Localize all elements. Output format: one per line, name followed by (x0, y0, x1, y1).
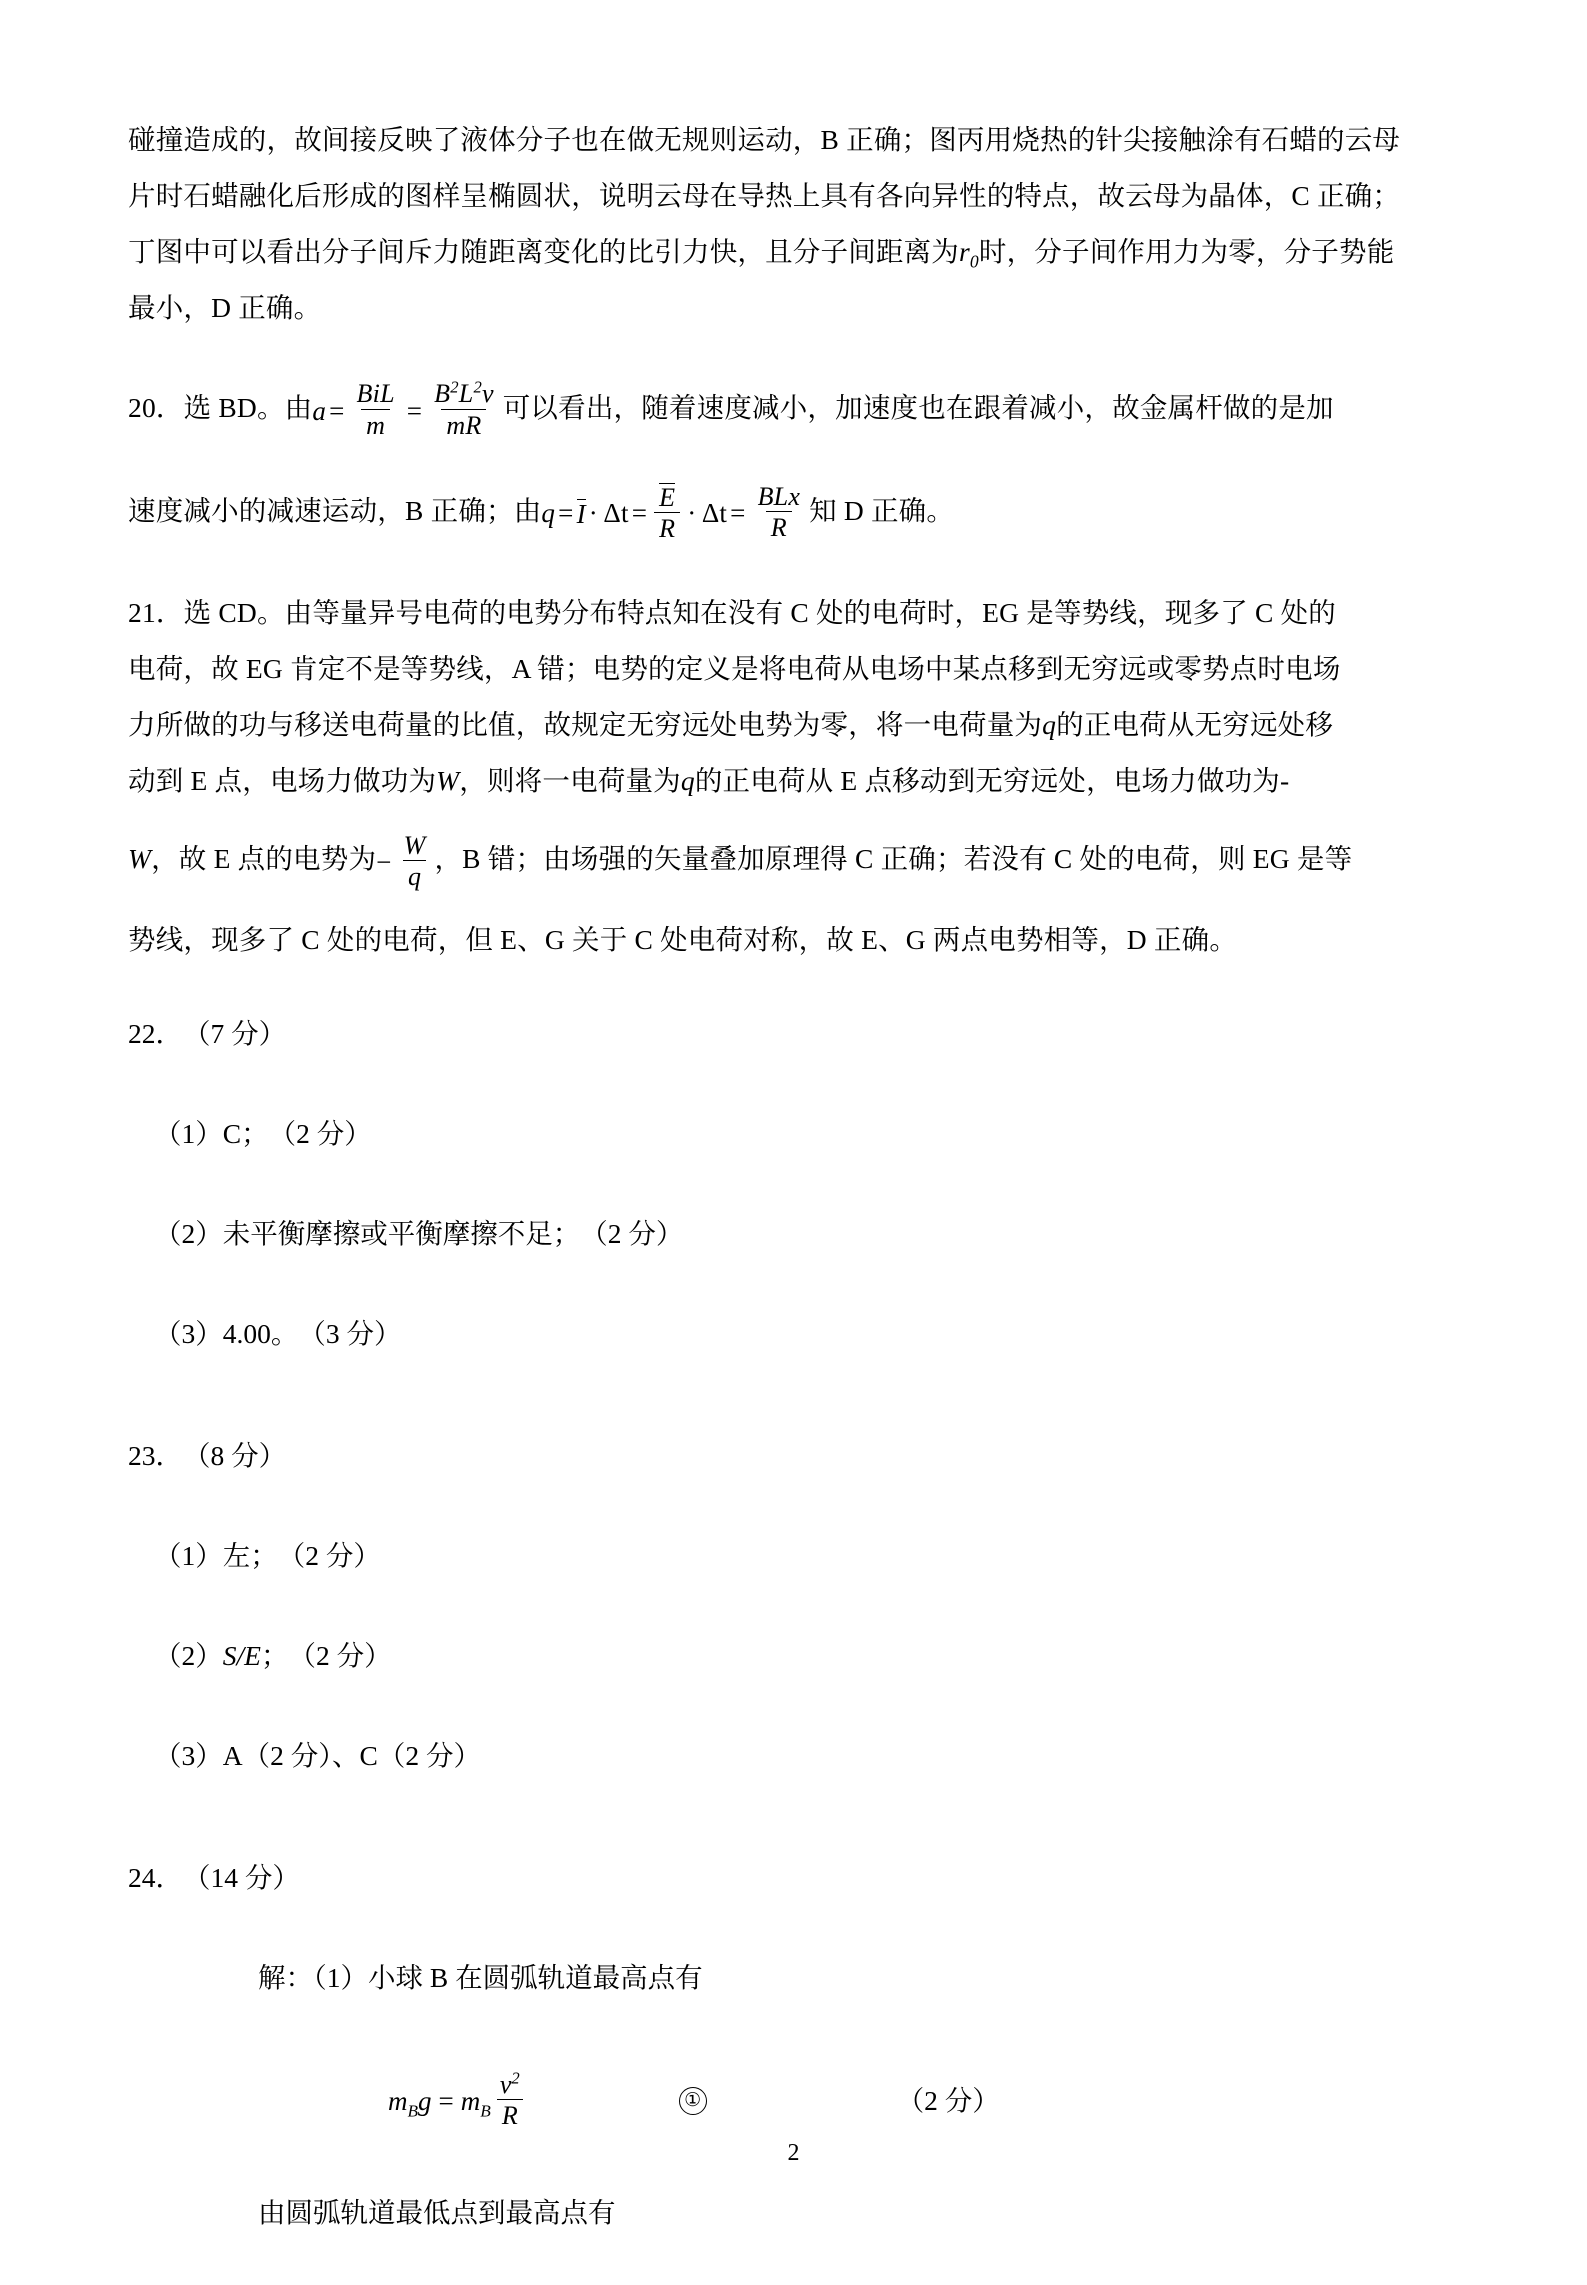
q21-formula-potential (376, 812, 434, 912)
spacer (128, 563, 1448, 585)
q20-line-1-tail: 可以看出，随着速度减小，加速度也在跟着减小，故金属杆做的是加 (502, 392, 1334, 423)
fraction-denominator: R (654, 512, 680, 542)
fraction-numerator: E (659, 482, 676, 512)
fraction-v2-over-R (495, 2068, 525, 2131)
q21-line-3 (128, 697, 1448, 753)
equation-tag-1: ① (679, 2087, 707, 2115)
q23-heading: 23． （8 分） (128, 1440, 287, 1472)
spacer (128, 968, 1448, 1006)
q22-heading: 22． （7 分） (128, 1018, 287, 1050)
paragraph-q21 (128, 585, 1448, 968)
fraction-W-over-q (399, 832, 431, 891)
equals-1: = (329, 395, 345, 426)
q20-formula-q (541, 463, 809, 563)
page-number: 2 (787, 2140, 800, 2166)
q21-line-4-c: 的正电荷从 E 点移动到无穷远处，电场力做功为- (694, 765, 1290, 797)
q24-heading: 24． （14 分） (128, 1862, 300, 1894)
q20-formula-a (312, 361, 502, 461)
equation-points-1: （2 分） (896, 2085, 1000, 2117)
spacer (128, 2050, 1448, 2072)
q23-item-2 (128, 1628, 1448, 1684)
symbol-q: q (680, 765, 695, 797)
q23-item-2-prefix: （2） (154, 1640, 223, 1672)
q21-line-3-a: 力所做的功与移送电荷量的比值，故规定无穷远处电势为零，将一电荷量为 (128, 709, 1043, 741)
block-q22 (128, 1006, 1448, 1362)
symbol-q: q (1042, 709, 1057, 741)
fraction-denominator: mR (441, 409, 486, 439)
page-content (128, 112, 1448, 2285)
q21-line-5-a: ，故 E 点的电势为 (151, 843, 377, 875)
spacer (128, 1828, 1448, 1850)
q22-item-1: （1）C； （2 分） (154, 1118, 372, 1150)
q19-line-2: 片时石蜡融化后形成的图样呈椭圆状，说明云母在导热上具有各向异性的特点，故云母为晶体，C 正确； (128, 180, 1401, 211)
paragraph-q19-continuation (128, 112, 1448, 336)
equation-rhs-mass: $m_B$ (460, 2085, 491, 2120)
fraction-BLx-over-R (753, 483, 805, 542)
symbol-r0: $r_0$ (959, 236, 979, 272)
q22-item-2: （2）未平衡摩擦或平衡摩擦不足； （2 分） (154, 1218, 684, 1250)
q21-number: 21． (128, 597, 184, 629)
q21-line-3-b: 的正电荷从无穷远处移 (1056, 709, 1334, 741)
q19-line-3 (128, 224, 1448, 280)
symbol-W: W (436, 765, 460, 797)
paragraph-q20 (128, 358, 1448, 563)
q20-choice: 选 BD。由 (183, 392, 313, 423)
q23-item-2-suffix: ； （2 分） (260, 1640, 392, 1672)
symbol-I-bar: I (576, 498, 586, 529)
equation-lhs: $m_Bg$ (388, 2085, 432, 2120)
equals-sign: = (438, 2085, 454, 2116)
q21-line-4 (128, 753, 1448, 809)
q20-line-2 (128, 461, 1448, 564)
fraction-denominator: R (497, 2099, 523, 2129)
q20-line-1 (128, 358, 1448, 461)
q21-line-5 (128, 809, 1448, 912)
fraction-numerator: $B^2L^2v$ (434, 377, 494, 409)
fraction-numerator: W (403, 830, 426, 860)
fraction-numerator: BiL (356, 379, 395, 409)
fraction-BiL-over-m (352, 380, 400, 439)
q20-line-2-tail: 知 D 正确。 (809, 494, 955, 526)
fraction-denominator: R (766, 511, 792, 541)
spacer (128, 336, 1448, 358)
fraction-B2L2v-over-mR (429, 377, 499, 440)
equals-3: = (558, 498, 574, 529)
fraction-numerator: $v^2$ (499, 2068, 520, 2100)
q19-line-1: 碰撞造成的，故间接反映了液体分子也在做无规则运动，B 正确；图丙用烧热的针尖接触涂有石蜡的云母 (128, 124, 1401, 155)
fraction-numerator: BLx (757, 482, 801, 512)
q23-item-1: （1）左； （2 分） (154, 1540, 381, 1572)
q24-equation-1 (128, 2068, 1448, 2131)
q21-line-6: 势线，现多了 C 处的电荷，但 E、G 关于 C 处电荷对称，故 E、G 两点电势相等，D 正确。 (128, 924, 1238, 956)
spacer (128, 1406, 1448, 1428)
q19-line-4: 最小，D 正确。 (128, 292, 322, 323)
q21-line-1-text: 选 CD。由等量异号电荷的电势分布特点知在没有 C 处的电荷时，EG 是等势线，现多了 C 处的 (183, 597, 1337, 629)
q23-item-3: （3）A（2 分）、C（2 分） (154, 1740, 481, 1772)
equals-2: = (406, 395, 423, 426)
delta-t-1: · Δt (588, 498, 629, 529)
q20-number: 20． (128, 392, 184, 423)
q24-next-line: 由圆弧轨道最低点到最高点有 (258, 2196, 616, 2228)
symbol-W: W (128, 843, 152, 875)
q22-item-3: （3）4.00。 （3 分） (154, 1318, 402, 1350)
fraction-denominator: m (361, 409, 390, 439)
symbol-S-over-E: S/E (222, 1640, 261, 1672)
q21-line-2: 电荷，故 EG 肯定不是等势线，A 错；电势的定义是将电荷从电场中某点移到无穷远或零势点时电场 (128, 653, 1341, 685)
q21-line-4-b: ，则将一电荷量为 (459, 765, 681, 797)
fraction-Ebar-over-R (654, 483, 680, 543)
q19-line-3-text-b: 时，分子间作用力为零，分子势能 (978, 236, 1395, 267)
q21-line-1 (128, 585, 1448, 641)
delta-t-2: · Δt (687, 498, 728, 529)
symbol-q: q (541, 498, 556, 529)
q21-line-4-a: 动到 E 点，电场力做功为 (128, 765, 437, 797)
equals-4: = (631, 498, 648, 529)
minus-sign: − (376, 847, 392, 878)
q20-line-2-head: 速度减小的减速运动，B 正确；由 (128, 494, 542, 526)
block-q23 (128, 1428, 1448, 1784)
block-q24 (128, 1850, 1448, 2241)
q19-line-3-text-a: 丁图中可以看出分子间斥力随距离变化的比引力快，且分子间距离为 (128, 236, 959, 267)
symbol-r0-subscript: 0 (969, 251, 979, 272)
fraction-denominator: q (403, 860, 426, 890)
q21-line-5-b: ，B 错；由场强的矢量叠加原理得 C 正确；若没有 C 处的电荷，则 EG 是等 (434, 843, 1353, 875)
q24-solution-line: 解：（1）小球 B 在圆弧轨道最高点有 (258, 1962, 703, 1994)
symbol-a: a (312, 395, 327, 426)
equals-5: = (730, 498, 746, 529)
